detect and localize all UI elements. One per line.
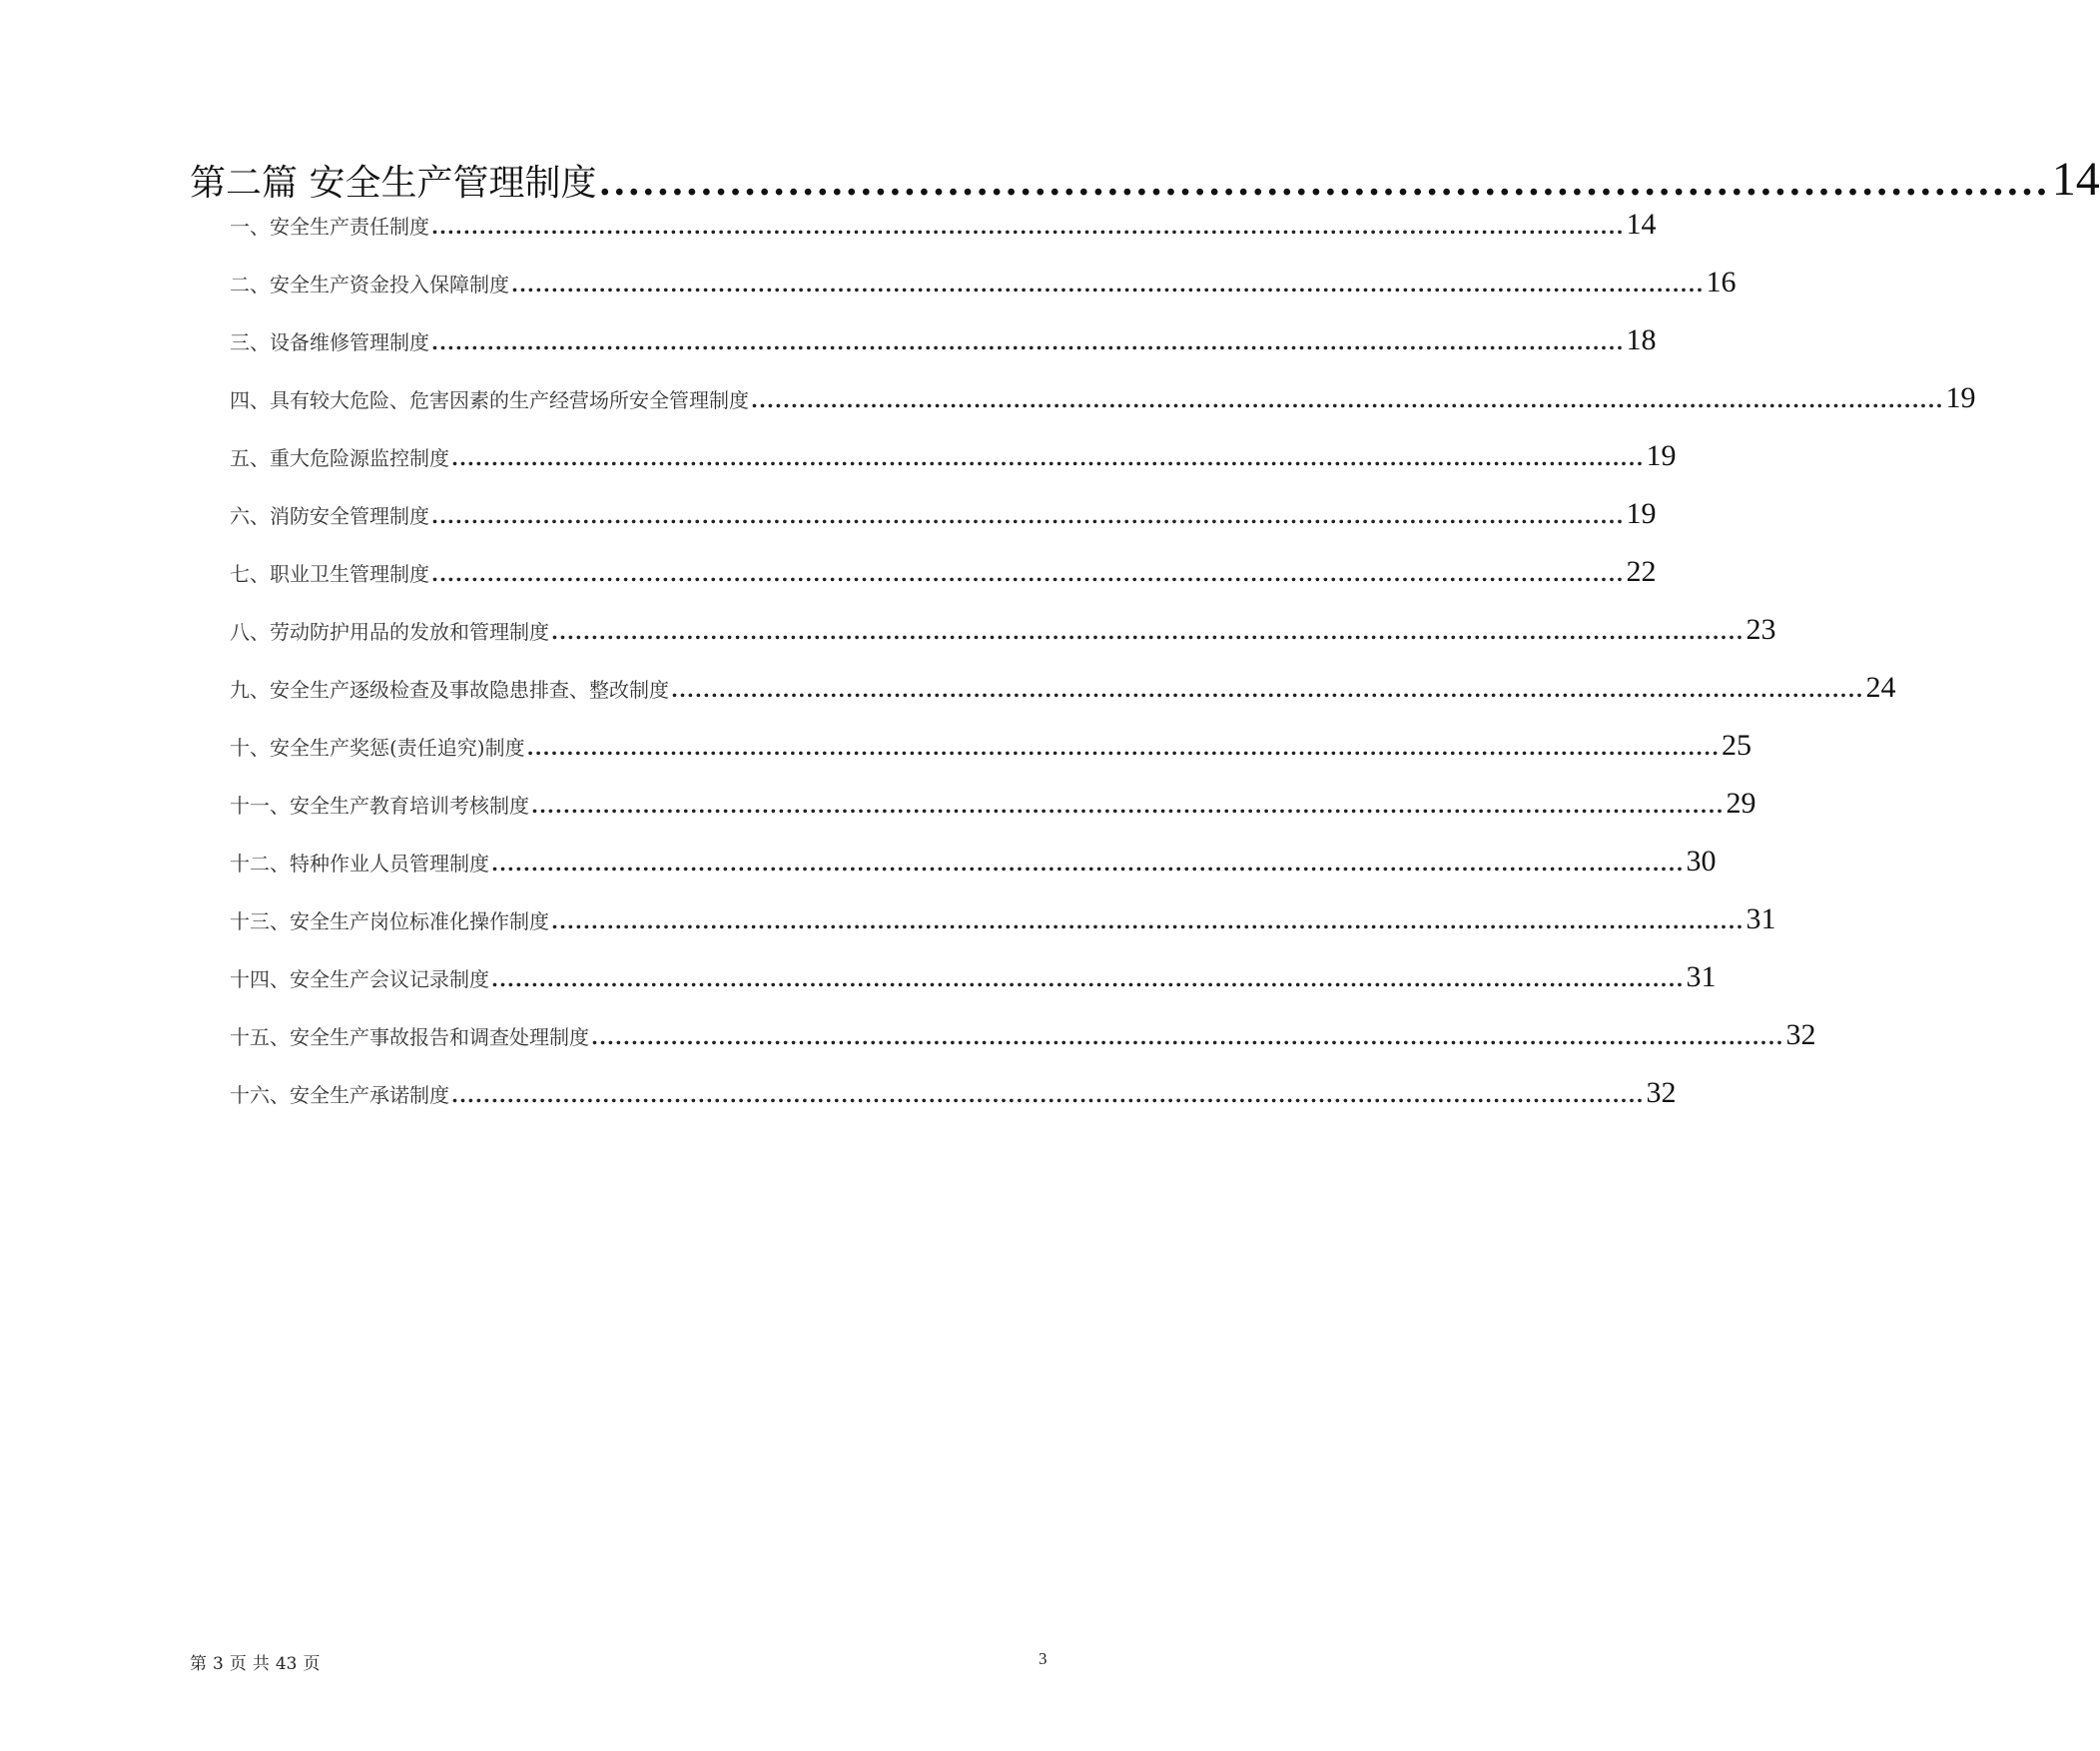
toc-entry[interactable] [230,266,1737,299]
toc-entry-label: 十六、安全生产承诺制度 [230,1083,449,1107]
toc-entry-label: 七、职业卫生管理制度 [230,562,429,586]
dot-leader: ...................................................................................................................................................... [531,794,1725,818]
toc-entry[interactable] [230,787,1756,821]
dot-leader: ...................................................................................................................................................... [451,1083,1645,1107]
toc-entry[interactable] [230,902,1776,936]
dot-leader: ...................................................................................................................................................... [491,967,1685,991]
page-number: 3 [1039,1649,1048,1668]
dot-leader: ...................................................................................................................................................... [451,446,1645,470]
toc-entry-page: 25 [1722,729,1752,762]
dot-leader: ...................................................................................................................................................... [431,504,1625,528]
toc-section-page: 14 [2051,153,2100,206]
footer-total-pages: 43 [275,1654,298,1674]
footer-gong: 共 [252,1654,270,1674]
dot-leader: ...................................................................................................................................................... [591,1025,1784,1049]
toc-entry-page: 14 [1626,208,1657,241]
toc-entry[interactable] [230,1018,1816,1052]
toc-entry[interactable] [230,381,1976,415]
toc-entry-page: 16 [1706,266,1737,298]
toc-entry[interactable] [230,555,1657,589]
dot-leader: ...................................................................................................................................................... [431,215,1625,239]
toc-entry-label: 五、重大危险源监控制度 [230,446,449,470]
toc-entry[interactable] [230,613,1776,647]
toc-entry-label: 一、安全生产责任制度 [230,215,429,239]
toc-entry-label: 九、安全生产逐级检查及事故隐患排查、整改制度 [230,678,669,702]
toc-entry-label: 十一、安全生产教育培训考核制度 [230,794,529,818]
toc-entry[interactable] [230,1076,1677,1110]
toc-entry-page: 19 [1626,497,1657,530]
toc-entry[interactable] [230,323,1657,357]
toc-entry-label: 三、设备维修管理制度 [230,330,429,354]
toc-entry-page: 31 [1686,960,1717,993]
dot-leader: ...................................................................................................................................................... [551,620,1745,644]
toc-entry-page: 19 [1646,439,1677,472]
dot-leader: ...................................................................................................................................................... [526,736,1721,760]
dot-leader: ...................................................................................................................................................... [751,388,1944,412]
toc-entry-page: 23 [1746,613,1776,646]
dot-leader: .................................................................................................... [598,162,2050,204]
toc-section-title: 第二篇 安全生产管理制度 [190,163,597,204]
toc-entry[interactable] [230,845,1717,878]
toc-entry-label: 十四、安全生产会议记录制度 [230,967,489,991]
toc-entry[interactable] [230,729,1752,763]
toc-entry-page: 19 [1945,381,1976,414]
toc-entry-label: 十五、安全生产事故报告和调查处理制度 [230,1025,589,1049]
toc-entry-page: 30 [1686,845,1717,877]
footer-ye: 页 [229,1654,247,1674]
toc-entry-label: 四、具有较大危险、危害因素的生产经营场所安全管理制度 [230,388,749,412]
toc-entry[interactable] [230,671,1896,705]
dot-leader: ...................................................................................................................................................... [511,273,1705,296]
toc-entry-page: 18 [1626,323,1657,356]
toc-entry[interactable] [230,497,1657,531]
toc-entry[interactable] [230,439,1677,473]
toc-entry-label: 六、消防安全管理制度 [230,504,429,528]
toc-entry-page: 22 [1626,555,1657,588]
toc-entry-label: 十二、特种作业人员管理制度 [230,852,489,876]
toc-entry-page: 31 [1746,902,1776,935]
footer-current-page: 3 [213,1654,224,1674]
dot-leader: ...................................................................................................................................................... [551,909,1745,933]
page-footer-count [190,1649,326,1674]
footer-di: 第 [190,1654,207,1674]
toc-entry-label: 十三、安全生产岗位标准化操作制度 [230,909,549,933]
toc-entry-page: 24 [1865,671,1896,704]
dot-leader: ...................................................................................................................................................... [491,852,1685,876]
toc-entry-page: 32 [1785,1018,1816,1051]
toc-entry-page: 32 [1646,1076,1677,1109]
dot-leader: ...................................................................................................................................................... [671,678,1864,702]
toc-entry-label: 十、安全生产奖惩(责任追究)制度 [230,736,525,760]
toc-entry-page: 29 [1726,787,1756,820]
footer-ye2: 页 [303,1654,321,1674]
dot-leader: ...................................................................................................................................................... [431,562,1625,586]
toc-entry-label: 二、安全生产资金投入保障制度 [230,273,509,296]
dot-leader: ...................................................................................................................................................... [431,330,1625,354]
toc-entry[interactable] [230,960,1717,994]
toc-entry-label: 八、劳动防护用品的发放和管理制度 [230,620,549,644]
toc-entry[interactable] [230,208,1657,242]
toc-section-heading[interactable] [190,152,2100,207]
